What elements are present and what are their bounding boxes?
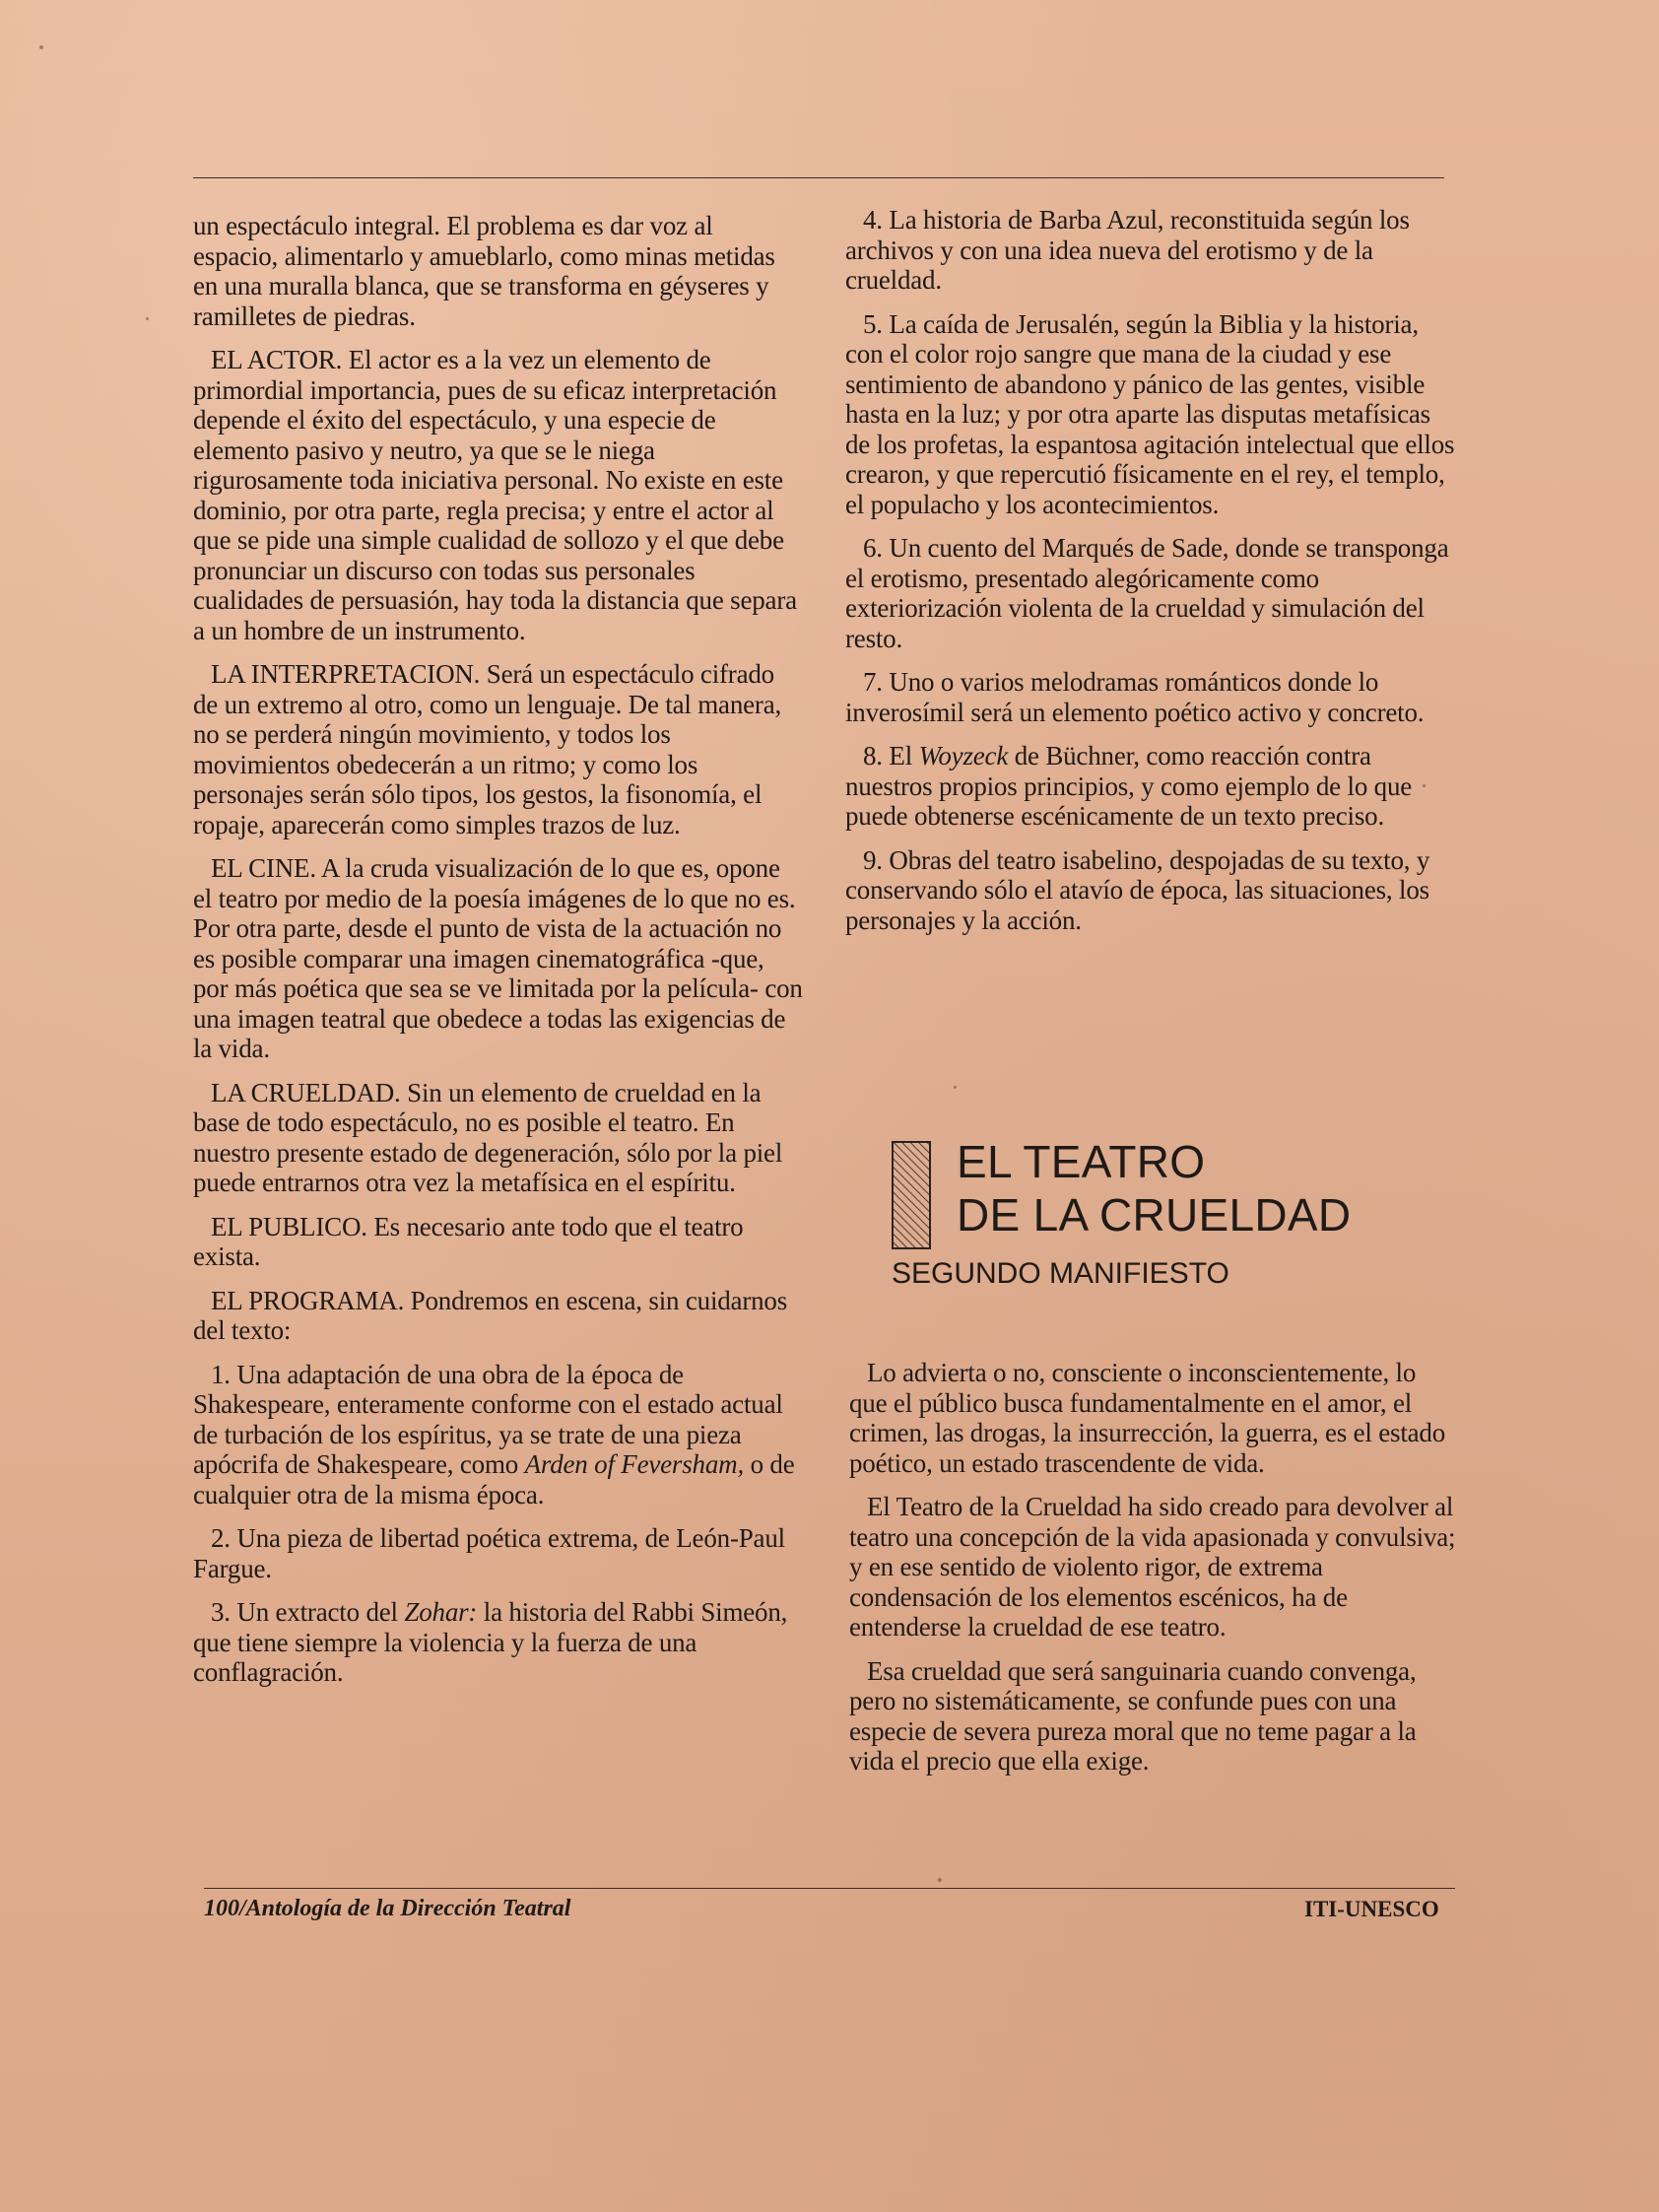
program-item-7: 7. Uno o varios melodramas románticos donde lo inverosímil será un elemento poético activo y concreto. xyxy=(845,667,1425,727)
hatched-box-icon xyxy=(892,1141,931,1249)
paper-speck xyxy=(146,317,149,320)
program-item-1-tail: o de cualquier otra de la misma época. xyxy=(193,1449,795,1509)
footer-page-title: 100/Antología de la Dirección Teatral xyxy=(204,1896,571,1921)
program-item-3-text: 3. Un extracto del xyxy=(211,1597,398,1627)
heading-subtitle: SEGUNDO MANIFIESTO xyxy=(892,1257,1229,1290)
paragraph-publico-busca: Lo advierta o no, consciente o inconscientemente, lo que el público busca fundamentalmente en el amor, el crimen, las drogas, la insurrección, la guerra, es el estado poético, un estado trascendente de vida. xyxy=(849,1358,1446,1478)
program-item-3-tail: la historia del Rabbi Simeón, que tiene siempre la violencia y la fuerza de una conflagración. xyxy=(193,1597,788,1687)
paragraph-el-cine: EL CINE. A la cruda visualización de lo que es, opone el teatro por medio de la poesía imágenes de lo que no es. Por otra parte, desde el punto de vista de la actuación no es posible comparar una imagen cinematográfica -que, por más poética que sea se ve limitada por la película- con una imagen teatral que obedece a todas las exigencias de la vida. xyxy=(193,853,803,1063)
heading-title xyxy=(957,1135,1351,1241)
paragraph-esa-crueldad: Esa crueldad que será sanguinaria cuando convenga, pero no sistemáticamente, se confunde pues con una especie de severa pureza moral que no teme pagar a la vida el precio que ella exige. xyxy=(849,1655,1417,1776)
paper-speck xyxy=(1423,784,1426,787)
paper-speck xyxy=(938,1878,942,1882)
heading-line-1: EL TEATRO xyxy=(957,1136,1206,1187)
bottom-rule xyxy=(204,1888,1455,1889)
paragraph-el-publico: EL PUBLICO. Es necesario ante todo que el teatro exista. xyxy=(193,1211,744,1271)
program-item-1-text: 1. Una adaptación de una obra de la época de Shakespeare, enteramente conforme con el estado actual de turbación de los espíritus, ya se trate de una pieza apócrifa de Shakespeare, como xyxy=(193,1359,783,1479)
right-column-top xyxy=(845,205,1456,949)
paragraph-el-actor: EL ACTOR. El actor es a la vez un elemento de primordial importancia, pues de su eficaz interpretación depende el éxito del espectáculo, y una especie de elemento pasivo y neutro, ya que se le niega rigurosamente toda iniciativa personal. No existe en este dominio, por otra parte, regla precisa; y entre el actor al que se pide una simple cualidad de sollozo y el que debe pronunciar un discurso con todas sus personales cualidades de persuasión, hay toda la distancia que separa a un hombre de un instrumento. xyxy=(193,345,797,645)
paragraph-el-programa: EL PROGRAMA. Pondremos en escena, sin cuidarnos del texto: xyxy=(193,1285,788,1345)
top-rule xyxy=(193,177,1444,178)
program-item-8-title: Woyzeck xyxy=(918,741,1009,771)
paper-speck xyxy=(954,1086,957,1089)
program-item-8-tail: de Büchner, como reacción contra nuestros propios principios, y como ejemplo de lo que puede obtenerse escénicamente de un texto preciso. xyxy=(845,741,1413,831)
paragraph-teatro-crueldad: El Teatro de la Crueldad ha sido creado para devolver al teatro una concepción de la vida apasionada y convulsiva; y en ese sentido de violento rigor, de extrema condensación de los elementos escénicos, ha de entenderse la crueldad de ese teatro. xyxy=(849,1492,1456,1642)
program-item-5: 5. La caída de Jerusalén, según la Biblia y la historia, con el color rojo sangre que mana de la ciudad y ese sentimiento de abandono y pánico de las gentes, visible hasta en la luz; y por otra aparte las disputas metafísicas de los profetas, la espantosa agitación intelectual que ellos crearon, y que repercutió físicamente en el rey, el templo, el populacho y los acontecimientos. xyxy=(845,308,1455,519)
program-item-1-title: Arden of Feversham, xyxy=(524,1449,745,1479)
paper-speck xyxy=(39,45,43,49)
program-item-3 xyxy=(193,1597,804,1688)
left-column xyxy=(193,211,804,1702)
heading-line-2: DE LA CRUELDAD xyxy=(957,1189,1352,1240)
program-item-8 xyxy=(845,741,1456,832)
right-column-bottom xyxy=(849,1358,1460,1790)
program-item-1 xyxy=(193,1360,804,1510)
program-item-6: 6. Un cuento del Marqués de Sade, donde se transponga el erotismo, presentado alegóricamente como exteriorización violenta de la crueldad y simulación del resto. xyxy=(845,533,1449,653)
program-item-9: 9. Obras del teatro isabelino, despojadas de su texto, y conservando sólo el atavío de época, las situaciones, los personajes y la acción. xyxy=(845,844,1430,935)
program-item-2: 2. Una pieza de libertad poética extrema, de León-Paul Fargue. xyxy=(193,1523,785,1583)
program-item-3-title: Zohar: xyxy=(404,1597,478,1627)
program-item-4: 4. La historia de Barba Azul, reconstituida según los archivos y con una idea nueva del erotismo y de la crueldad. xyxy=(845,205,1410,295)
program-item-8-text: 8. El xyxy=(863,741,912,771)
paragraph-la-interpretacion: LA INTERPRETACION. Será un espectáculo cifrado de un extremo al otro, como un lenguaje. De tal manera, no se perderá ningún movimiento, y todos los movimientos obedecerán a un ritmo; y como los personajes serán sólo tipos, los gestos, la fisonomía, el ropaje, aparecerán como simples trazos de luz. xyxy=(193,659,782,839)
footer-publisher: ITI-UNESCO xyxy=(1304,1897,1439,1921)
paragraph-la-crueldad: LA CRUELDAD. Sin un elemento de crueldad en la base de todo espectáculo, no es posible el teatro. En nuestro presente estado de degeneración, sólo por la piel puede entrarnos otra vez la metafísica en el espíritu. xyxy=(193,1077,783,1197)
paragraph-intro: un espectáculo integral. El problema es dar voz al espacio, alimentarlo y amueblarlo, como minas metidas en una muralla blanca, que se transforma en géyseres y ramilletes de piedras. xyxy=(193,211,775,331)
